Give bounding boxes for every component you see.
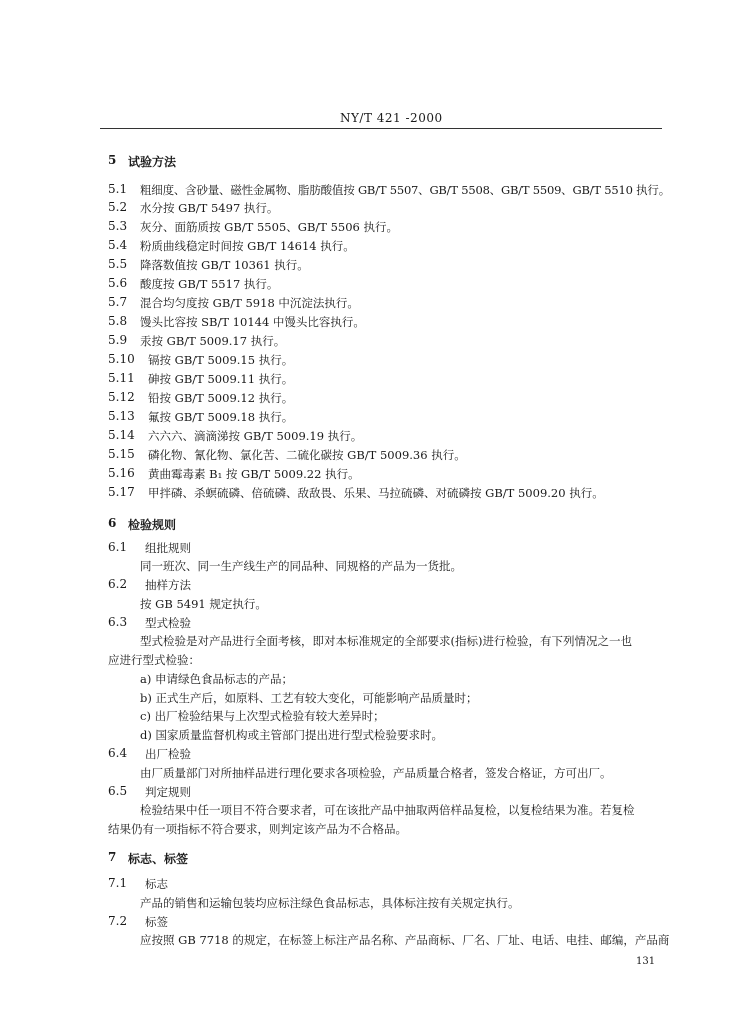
header-rule [100, 128, 662, 129]
clause-title: 型式检验 [145, 616, 191, 630]
clause-text: 铅按 GB/T 5009.12 执行。 [148, 391, 294, 405]
list-item: d) 国家质量监督机构或主管部门提出进行型式检验要求时。 [140, 728, 444, 742]
clause-number: 6.5 [108, 784, 128, 798]
document-code: NY/T 421 -2000 [340, 111, 443, 125]
clause-number: 6.1 [108, 540, 128, 554]
list-item: a) 申请绿色食品标志的产品； [140, 672, 293, 686]
clause-text: 镉按 GB/T 5009.15 执行。 [148, 353, 294, 367]
clause-body: 结果仍有一项指标不符合要求，则判定该产品为不合格品。 [108, 822, 407, 836]
clause-number: 7.1 [108, 876, 128, 890]
clause-text: 甲拌磷、杀螟硫磷、倍硫磷、敌敌畏、乐果、马拉硫磷、对硫磷按 GB/T 5009.20 执行。 [148, 486, 604, 500]
section-7-title: 标志、标签 [128, 852, 189, 866]
clause-title: 标签 [145, 915, 168, 929]
clause-number: 5.13 [108, 409, 135, 423]
clause-body: 应进行型式检验： [108, 653, 200, 667]
clause-text: 六六六、滴滴涕按 GB/T 5009.19 执行。 [148, 429, 363, 443]
clause-body: 产品的销售和运输包装均应标注绿色食品标志，具体标注按有关规定执行。 [140, 896, 520, 910]
clause-body: 检验结果中任一项目不符合要求者，可在该批产品中抽取两倍样品复检，以复检结果为准。若复检 [140, 803, 635, 817]
clause-number: 7.2 [108, 914, 128, 928]
clause-number: 5.10 [108, 352, 135, 366]
section-6-number: 6 [108, 516, 117, 530]
clause-text: 混合均匀度按 GB/T 5918 中沉淀法执行。 [140, 296, 359, 310]
clause-title: 判定规则 [145, 785, 191, 799]
section-5-title: 试验方法 [128, 155, 177, 169]
clause-text: 降落数值按 GB/T 10361 执行。 [140, 258, 309, 272]
clause-text: 灰分、面筋质按 GB/T 5505、GB/T 5506 执行。 [140, 220, 399, 234]
clause-body: 型式检验是对产品进行全面考核，即对本标准规定的全部要求(指标)进行检验，有下列情况之一也 [140, 634, 632, 648]
clause-text: 馒头比容按 SB/T 10144 中馒头比容执行。 [140, 315, 365, 329]
clause-title: 出厂检验 [145, 747, 191, 761]
clause-number: 5.7 [108, 295, 128, 309]
clause-number: 5.8 [108, 314, 128, 328]
clause-number: 5.17 [108, 485, 135, 499]
clause-title: 抽样方法 [145, 578, 191, 592]
clause-number: 6.2 [108, 577, 128, 591]
clause-text: 水分按 GB/T 5497 执行。 [140, 201, 279, 215]
clause-number: 6.4 [108, 746, 128, 760]
clause-number: 5.2 [108, 200, 128, 214]
clause-body: 应按照 GB 7718 的规定，在标签上标注产品名称、产品商标、厂名、厂址、电话、电挂、邮编，产品商 [140, 933, 670, 947]
list-item: b) 正式生产后，如原料、工艺有较大变化，可能影响产品质量时； [140, 691, 478, 705]
clause-title: 标志 [145, 877, 168, 891]
clause-number: 5.3 [108, 219, 128, 233]
section-5-number: 5 [108, 153, 117, 167]
page-number: 131 [636, 956, 656, 967]
clause-title: 组批规则 [145, 541, 191, 555]
section-7-number: 7 [108, 850, 117, 864]
clause-number: 5.11 [108, 371, 135, 385]
clause-number: 5.14 [108, 428, 135, 442]
clause-text: 氟按 GB/T 5009.18 执行。 [148, 410, 294, 424]
clause-number: 5.12 [108, 390, 135, 404]
clause-number: 5.15 [108, 447, 135, 461]
clause-body: 由厂质量部门对所抽样品进行理化要求各项检验，产品质量合格者，签发合格证，方可出厂。 [140, 766, 612, 780]
clause-number: 5.4 [108, 238, 128, 252]
clause-text: 砷按 GB/T 5009.11 执行。 [148, 372, 294, 386]
clause-number: 5.6 [108, 276, 128, 290]
clause-text: 粗细度、含砂量、磁性金属物、脂肪酸值按 GB/T 5507、GB/T 5508、GB/T 5509、GB/T 5510 执行。 [140, 183, 670, 197]
clause-text: 磷化物、氰化物、氯化苦、二硫化碳按 GB/T 5009.36 执行。 [148, 448, 466, 462]
clause-body: 同一班次、同一生产线生产的同品种、同规格的产品为一货批。 [140, 559, 462, 573]
clause-text: 黄曲霉毒素 B₁ 按 GB/T 5009.22 执行。 [148, 467, 360, 481]
section-6-title: 检验规则 [128, 518, 177, 532]
clause-number: 5.1 [108, 182, 128, 196]
clause-body: 按 GB 5491 规定执行。 [140, 597, 267, 611]
list-item: c) 出厂检验结果与上次型式检验有较大差异时； [140, 709, 385, 723]
clause-number: 5.9 [108, 333, 128, 347]
clause-text: 粉质曲线稳定时间按 GB/T 14614 执行。 [140, 239, 355, 253]
clause-text: 汞按 GB/T 5009.17 执行。 [140, 334, 286, 348]
clause-text: 酸度按 GB/T 5517 执行。 [140, 277, 279, 291]
clause-number: 5.16 [108, 466, 135, 480]
clause-number: 6.3 [108, 615, 128, 629]
clause-number: 5.5 [108, 257, 128, 271]
